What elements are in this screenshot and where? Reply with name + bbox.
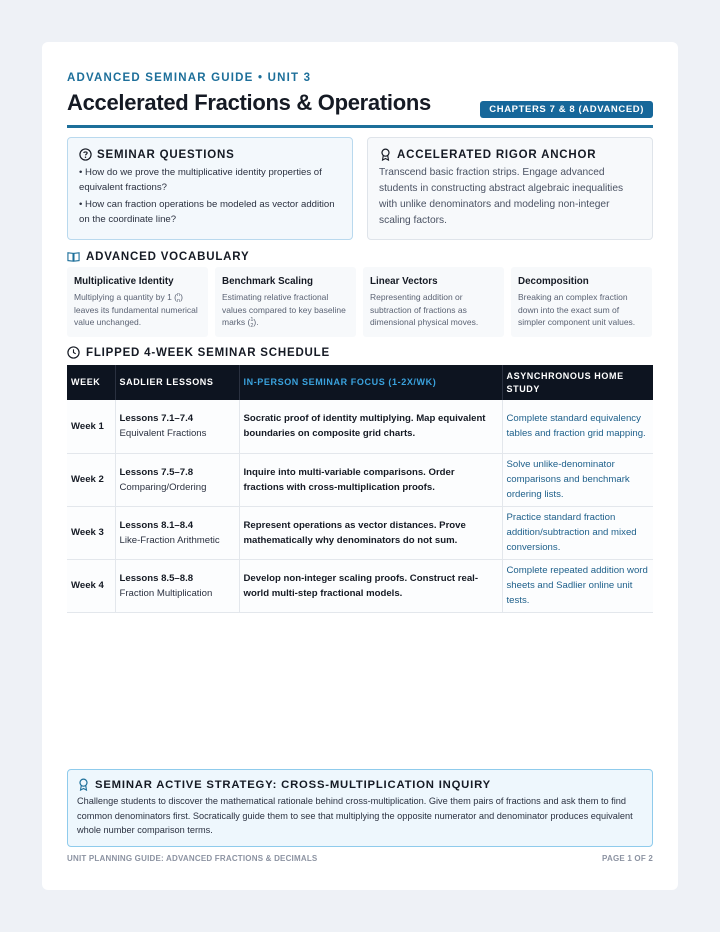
seminar-questions-heading	[79, 148, 341, 161]
schedule-table	[67, 365, 653, 613]
award-ribbon-icon	[379, 148, 392, 161]
lessons-cell: Lessons 7.1–7.4 Equivalent Fractions	[115, 400, 239, 453]
vocab-card	[215, 267, 356, 337]
table-row	[67, 559, 653, 612]
vocabulary-heading	[67, 250, 249, 263]
lessons-cell: Lessons 8.1–8.4 Like-Fraction Arithmetic	[115, 506, 239, 559]
seminar-questions-title: SEMINAR QUESTIONS	[97, 148, 235, 161]
focus-cell: Socratic proof of identity multiplying. Map equivalent boundaries on composite grid charts.	[239, 400, 502, 453]
home-study-cell: Practice standard fraction addition/subtraction and mixed conversions.	[502, 506, 653, 559]
schedule-heading	[67, 346, 330, 359]
home-study-cell: Complete repeated addition word sheets and Sadlier online unit tests.	[502, 559, 653, 612]
vocab-definition: Breaking an complex fraction down into the exact sum of simpler component unit values.	[518, 292, 636, 327]
vocab-definition: Estimating relative fractional values compared to key baseline marks (1 2).	[222, 292, 346, 329]
rigor-anchor-heading	[379, 148, 641, 161]
vocab-term: Benchmark Scaling	[222, 276, 313, 287]
award-ribbon-icon	[77, 778, 90, 791]
rigor-anchor-title: ACCELERATED RIGOR ANCHOR	[397, 148, 597, 161]
question-item: • How can fraction operations be modeled as vector addition on the coordinate line?	[79, 199, 335, 225]
column-header-week: WEEK	[67, 365, 115, 400]
clock-icon	[67, 346, 80, 359]
page-number: PAGE 1 OF 2	[602, 854, 653, 863]
schedule-title: FLIPPED 4-WEEK SEMINAR SCHEDULE	[86, 346, 330, 359]
vocab-term: Multiplicative Identity	[74, 276, 174, 287]
question-circle-icon	[79, 148, 92, 161]
table-header-row	[67, 365, 653, 400]
active-strategy-heading	[77, 778, 643, 791]
chapters-badge: CHAPTERS 7 & 8 (ADVANCED)	[480, 101, 653, 118]
column-header-home-study: ASYNCHRONOUS HOME STUDY	[506, 370, 624, 394]
fraction-one-half: 1 2	[250, 316, 254, 329]
vocab-term: Decomposition	[518, 276, 589, 287]
column-header-focus: IN-PERSON SEMINAR FOCUS (1-2X/WK)	[239, 365, 502, 400]
table-row	[67, 400, 653, 453]
week-cell: Week 2	[67, 453, 115, 506]
vocabulary-title: ADVANCED VOCABULARY	[86, 250, 250, 263]
lessons-cell: Lessons 7.5–7.8 Comparing/Ordering	[115, 453, 239, 506]
title-rule	[67, 125, 653, 128]
question-item: • How do we prove the multiplicative identity properties of equivalent fractions?	[79, 167, 322, 193]
home-study-cell: Solve unlike-denominator comparisons and benchmark ordering lists.	[502, 453, 653, 506]
focus-cell: Develop non-integer scaling proofs. Construct real-world multi-step fractional models.	[239, 559, 502, 612]
open-book-icon	[67, 250, 80, 263]
focus-cell: Inquire into multi-variable comparisons. Order fractions with cross-multiplication proofs.	[239, 453, 502, 506]
table-row	[67, 506, 653, 559]
vocab-definition: Representing addition or subtraction of fractions as dimensional physical moves.	[370, 292, 479, 327]
week-cell: Week 3	[67, 506, 115, 559]
table-row	[67, 453, 653, 506]
vocab-card	[67, 267, 208, 337]
rigor-anchor-box	[367, 137, 653, 240]
rigor-anchor-text: Transcend basic fraction strips. Engage advanced students in constructing abstract algebraic inequalities with unlike denominators and modeling non-integer scaling factors.	[379, 167, 624, 226]
vocab-card	[363, 267, 504, 337]
fraction-n-over-n: n n	[177, 291, 181, 304]
active-strategy-title: SEMINAR ACTIVE STRATEGY: CROSS-MULTIPLICATION INQUIRY	[95, 778, 491, 791]
active-strategy-text: Challenge students to discover the mathematical rationale behind cross-multiplication. Give them pairs of fractions and ask them to find common denominators first. Socratically guide them to see that multiplying the opposite numerator and denominator produces equivalent whole number comparison terms.	[77, 796, 633, 835]
focus-cell: Represent operations as vector distances. Prove mathematically why denominators do not sum.	[239, 506, 502, 559]
column-header-lessons: SADLIER LESSONS	[115, 365, 239, 400]
footer-guide-title: UNIT PLANNING GUIDE: ADVANCED FRACTIONS & DECIMALS	[67, 854, 318, 863]
lessons-cell: Lessons 8.5–8.8 Fraction Multiplication	[115, 559, 239, 612]
week-cell: Week 1	[67, 400, 115, 453]
active-strategy-box	[67, 769, 653, 847]
vocab-term: Linear Vectors	[370, 276, 438, 287]
page-title: Accelerated Fractions & Operations	[67, 90, 431, 115]
home-study-cell: Complete standard equivalency tables and fraction grid mapping.	[502, 400, 653, 453]
guide-kicker: ADVANCED SEMINAR GUIDE • UNIT 3	[67, 72, 312, 84]
vocab-card	[511, 267, 652, 337]
week-cell: Week 4	[67, 559, 115, 612]
document-page	[42, 42, 678, 890]
seminar-questions-box	[67, 137, 353, 240]
vocab-definition: Multiplying a quantity by 1 (n n) leaves its fundamental numerical value unchanged.	[74, 291, 198, 328]
